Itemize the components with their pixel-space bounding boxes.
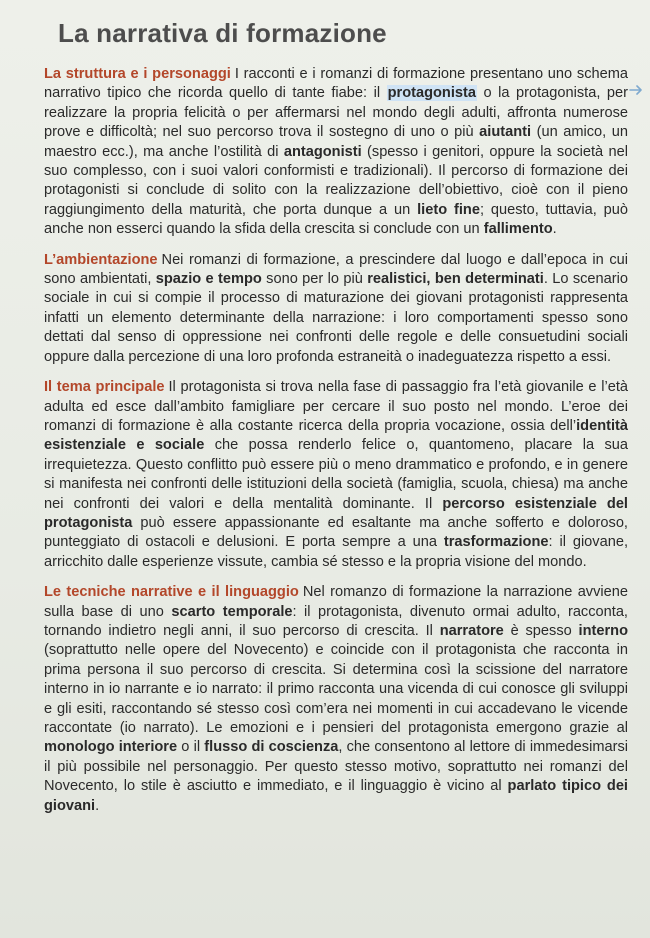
section-struttura: La struttura e i personaggi I racconti e i romanzi di formazione presentano uno schema narrativo tipico che ricorda quello di tante fiabe: il protagonista o la protagonista, per realizzare la propria felicità o per affermarsi nel mondo degli adulti, affronta numerose prove e difficoltà; nel suo percorso trova il sostegno di uno o più aiutanti (un amico, un maestro ecc.), ma anche l’ostilità di antagonisti (spesso i genitori, oppure la società nel suo complesso, con i suoi valori conformisti e tradizionali). Il percorso di formazione dei protagonisti si conclude di solito con la realizzazione dell’obiettivo, cioè con il pieno raggiungimento della maturità, che porta dunque a un lieto fine; questo, tuttavia, può anche non esserci quando la sfida della crescita si conclude con un fallimento. [44, 66, 629, 238]
section-heading: La struttura e i personaggi [44, 66, 231, 82]
arrow-right-icon [628, 82, 644, 98]
section-heading: L’ambientazione [44, 251, 158, 268]
section-heading: Il tema principale [44, 379, 165, 396]
section-tecniche: Le tecniche narrative e il linguaggio Nel romanzo di formazione la narrazione avviene sulla base di uno scarto temporale: il protagonista, divenuto ormai adulto, racconta, tornando indietro negli anni, il suo percorso di crescita. Il narratore è spesso interno (soprattutto nelle opere del Novecento) e coincide con il protagonista che racconta in prima persona il suo percorso di crescita. Si determina così la scissione del narratore interno in io narrante e io narrato: il primo racconta una vicenda di cui conosce gli sviluppi e gli esiti, raccontando sé stesso così com’era nei momenti in cui accadevano le vicende raccontate (io narrato). Le emozioni e i pensieri del protagonista emergono grazie al monologo interiore o il flusso di coscienza, che consentono al lettore di immedesimarsi il più possibile nel personaggio. Per questo stesso motivo, soprattutto nei romanzi del Novecento, lo stile è asciutto e immediato, e il linguaggio è vicino al parlato tipico dei giovani. [44, 584, 628, 814]
section-ambientazione: L’ambientazione Nei romanzi di formazione, a prescindere dal luogo e dall’epoca in cui sono ambientati, spazio e tempo sono per lo più realistici, ben determinati. Lo scenario sociale in cui si compie il processo di maturazione dei giovani protagonisti rappresenta infatti un elemento determinante della narrazione: i loro comportamenti spesso sono dettati dal senso di oppressione nei confronti delle regole e delle consuetudini sociali oppure dalla percezione di una loro profonda estraneità o inadeguatezza rispetto a essi. [44, 251, 629, 365]
keyword-protagonista: protagonista [387, 85, 476, 102]
section-heading: Le tecniche narrative e il linguaggio [44, 584, 299, 601]
page-title: La narrativa di formazione [58, 18, 387, 48]
section-tema: Il tema principale Il protagonista si trova nella fase di passaggio fra l’età giovanile e l’età adulta ed esce dall’ambito famigliare per cercare il suo posto nel mondo. L’eroe dei romanzi di formazione è alla costante ricerca della propria vocazione, ossia dell’identità esistenziale e sociale che possa renderlo felice o, quantomeno, placare la sua irrequietezza. Questo conflitto può essere più o meno drammatico e profondo, e in genere si manifesta nei confronti delle istituzioni della società (famiglia, scuola, chiesa) ma anche nei confronti dei valori e della mentalità dominante. Il percorso esistenziale del protagonista può essere appassionante ed esaltante ma anche sofferto e doloroso, punteggiato di ostacoli e delusioni. E porta sempre a una trasformazione: il giovane, arricchito dalle esperienze vissute, cambia sé stesso e la propria visione del mondo. [44, 379, 629, 570]
